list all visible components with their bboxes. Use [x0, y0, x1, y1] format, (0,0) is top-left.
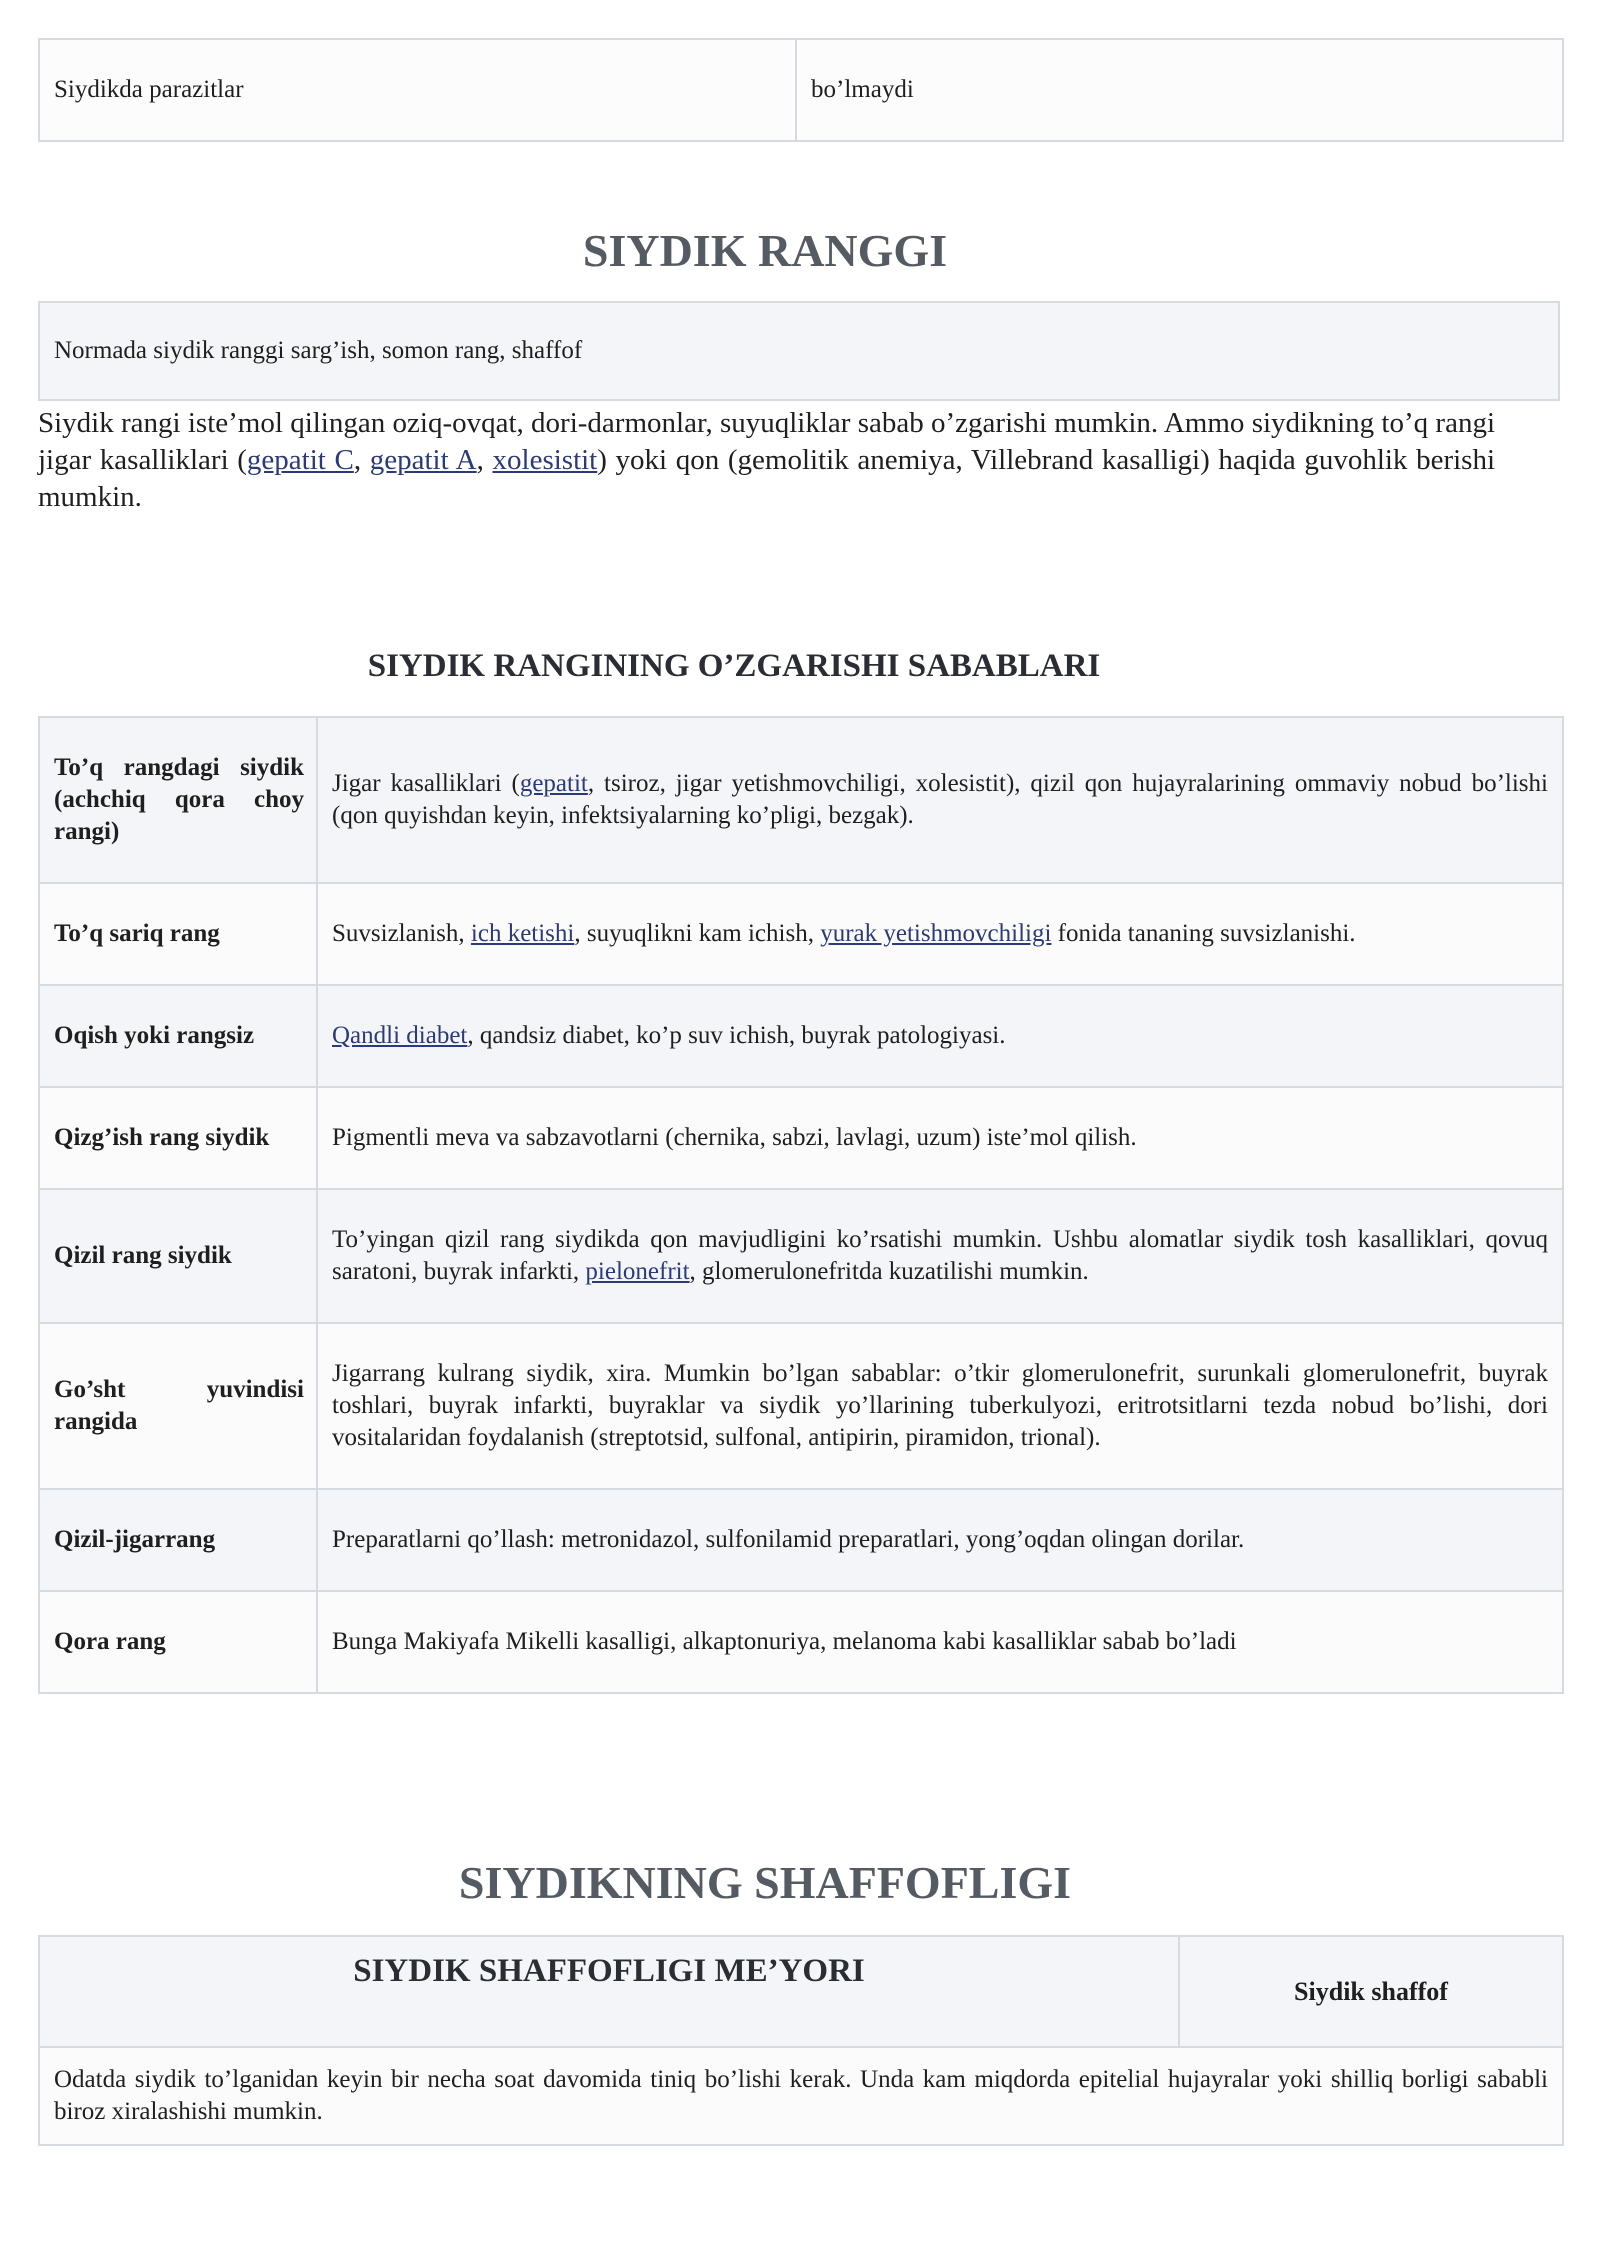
cause-key: To’q rangdagi siydik (achchiq qora choy rangi) — [39, 717, 317, 883]
table-row — [39, 985, 1563, 1087]
cause-value — [317, 1189, 1563, 1323]
cause-key: Qizg’ish rang siydik — [39, 1087, 317, 1189]
cause-key: Qizil-jigarrang — [39, 1489, 317, 1591]
clarity-table — [38, 1935, 1564, 2146]
cause-value: Jigarrang kulrang siydik, xira. Mumkin bo’lgan sabablar: o’tkir glomerulonefrit, surunkali glomerulonefrit, buyrak toshlari, buyrak infarkti, buyraklar va siydik yo’llarining tuberkulyozi, eritrotsitlarni tezda nobud bo’lishi, dori vositalaridan foydalanish (streptotsid, sulfonal, antipirin, piramidon, trional). — [317, 1323, 1563, 1489]
cause-value — [317, 883, 1563, 985]
link-gepatit-c[interactable]: gepatit C — [246, 444, 354, 476]
cause-value: Bunga Makiyafa Mikelli kasalligi, alkaptonuriya, melanoma kabi kasalliklar sabab bo’ladi — [317, 1591, 1563, 1693]
paragraph-text: , — [353, 444, 370, 476]
table-row — [39, 883, 1563, 985]
parasites-table — [38, 38, 1564, 142]
section-title-clarity: SIYDIKNING SHAFFOFLIGI — [458, 1857, 1072, 1908]
paragraph-text: , — [476, 444, 493, 476]
cause-text: Suvsizlanish, — [332, 920, 471, 947]
cause-value: Preparatlarni qo’llash: metronidazol, sulfonilamid preparatlari, yong’oqdan olingan dorilar. — [317, 1489, 1563, 1591]
table-row — [39, 1591, 1563, 1693]
paragraph-text: Siydik rangi iste’mol qilingan oziq-ovqat, dori-darmonlar, suyuqliklar sabab o’zgarishi mumkin. Ammo siydikning to’q rangi jigar kasalliklari ( — [38, 407, 1495, 476]
table-row — [39, 1489, 1563, 1591]
link-gepatit[interactable]: gepatit — [519, 770, 588, 797]
causes-title: SIYDIK RANGINING O’ZGARISHI SABABLARI — [367, 648, 1101, 684]
link-pielonefrit[interactable]: pielonefrit — [585, 1258, 690, 1285]
cause-key: Go’sht yuvindisi rangida — [39, 1323, 317, 1489]
cause-text: , qandsiz diabet, ko’p suv ichish, buyrak patologiyasi. — [467, 1022, 1006, 1049]
table-row — [39, 1087, 1563, 1189]
cause-text: , tsiroz, jigar yetishmovchiligi, xolesistit), qizil qon hujayralarining ommaviy nobud bo’lishi (qon quyishdan keyin, infektsiyalarning ko’pligi, bezgak). — [332, 770, 1548, 829]
table-row — [39, 1936, 1563, 2047]
cause-text: To’yingan qizil rang siydikda qon mavjudligini ko’rsatishi mumkin. Ushbu alomatlar siydik tosh kasalliklari, qovuq saratoni, buyrak infarkti, — [332, 1226, 1548, 1285]
table-row — [39, 1189, 1563, 1323]
cause-key: Qizil rang siydik — [39, 1189, 317, 1323]
cause-value: Pigmentli meva va sabzavotlarni (chernika, sabzi, lavlagi, uzum) iste’mol qilish. — [317, 1087, 1563, 1189]
table-row — [39, 717, 1563, 883]
cause-value — [317, 717, 1563, 883]
color-norm-box — [38, 301, 1560, 401]
table-row — [39, 2047, 1563, 2145]
parasites-label: Siydikda parazitlar — [39, 39, 796, 141]
link-gepatit-a[interactable]: gepatit A — [369, 444, 477, 476]
clarity-norm-value: Siydik shaffof — [1179, 1936, 1563, 2047]
table-row — [39, 39, 1563, 141]
paragraph-text: ) yoki qon (gemolitik anemiya, Villebrand kasalligi) haqida guvohlik berishi mumkin. — [38, 444, 1496, 513]
link-ich-ketishi[interactable]: ich ketishi — [470, 920, 575, 947]
cause-text: fonida tananing suvsizlanishi. — [1051, 920, 1356, 947]
color-paragraph — [38, 405, 1495, 516]
link-xolesistit[interactable]: xolesistit — [492, 444, 598, 476]
table-row — [39, 1323, 1563, 1489]
clarity-norm-header: SIYDIK SHAFFOFLIGI ME’YORI — [39, 1936, 1179, 2047]
parasites-value: bo’lmaydi — [796, 39, 1563, 141]
link-qandli-diabet[interactable]: Qandli diabet — [332, 1022, 468, 1049]
cause-value — [317, 985, 1563, 1087]
color-causes-table — [38, 716, 1564, 1694]
link-yurak-yetishmovchiligi[interactable]: yurak yetishmovchiligi — [820, 920, 1052, 947]
cause-key: To’q sariq rang — [39, 883, 317, 985]
color-norm-text: Normada siydik ranggi sarg’ish, somon rang, shaffof — [54, 337, 583, 364]
cause-key: Qora rang — [39, 1591, 317, 1693]
cause-text: , suyuqlikni kam ichish, — [574, 920, 821, 947]
cause-text: Jigar kasalliklari ( — [332, 770, 520, 797]
cause-text: , glomerulonefritda kuzatilishi mumkin. — [689, 1258, 1089, 1285]
section-title-color: SIYDIK RANGGI — [582, 225, 948, 276]
clarity-description: Odatda siydik to’lganidan keyin bir necha soat davomida tiniq bo’lishi kerak. Unda kam miqdorda epitelial hujayralar yoki shilliq borligi sababli biroz xiralashishi mumkin. — [39, 2047, 1563, 2145]
cause-key: Oqish yoki rangsiz — [39, 985, 317, 1087]
